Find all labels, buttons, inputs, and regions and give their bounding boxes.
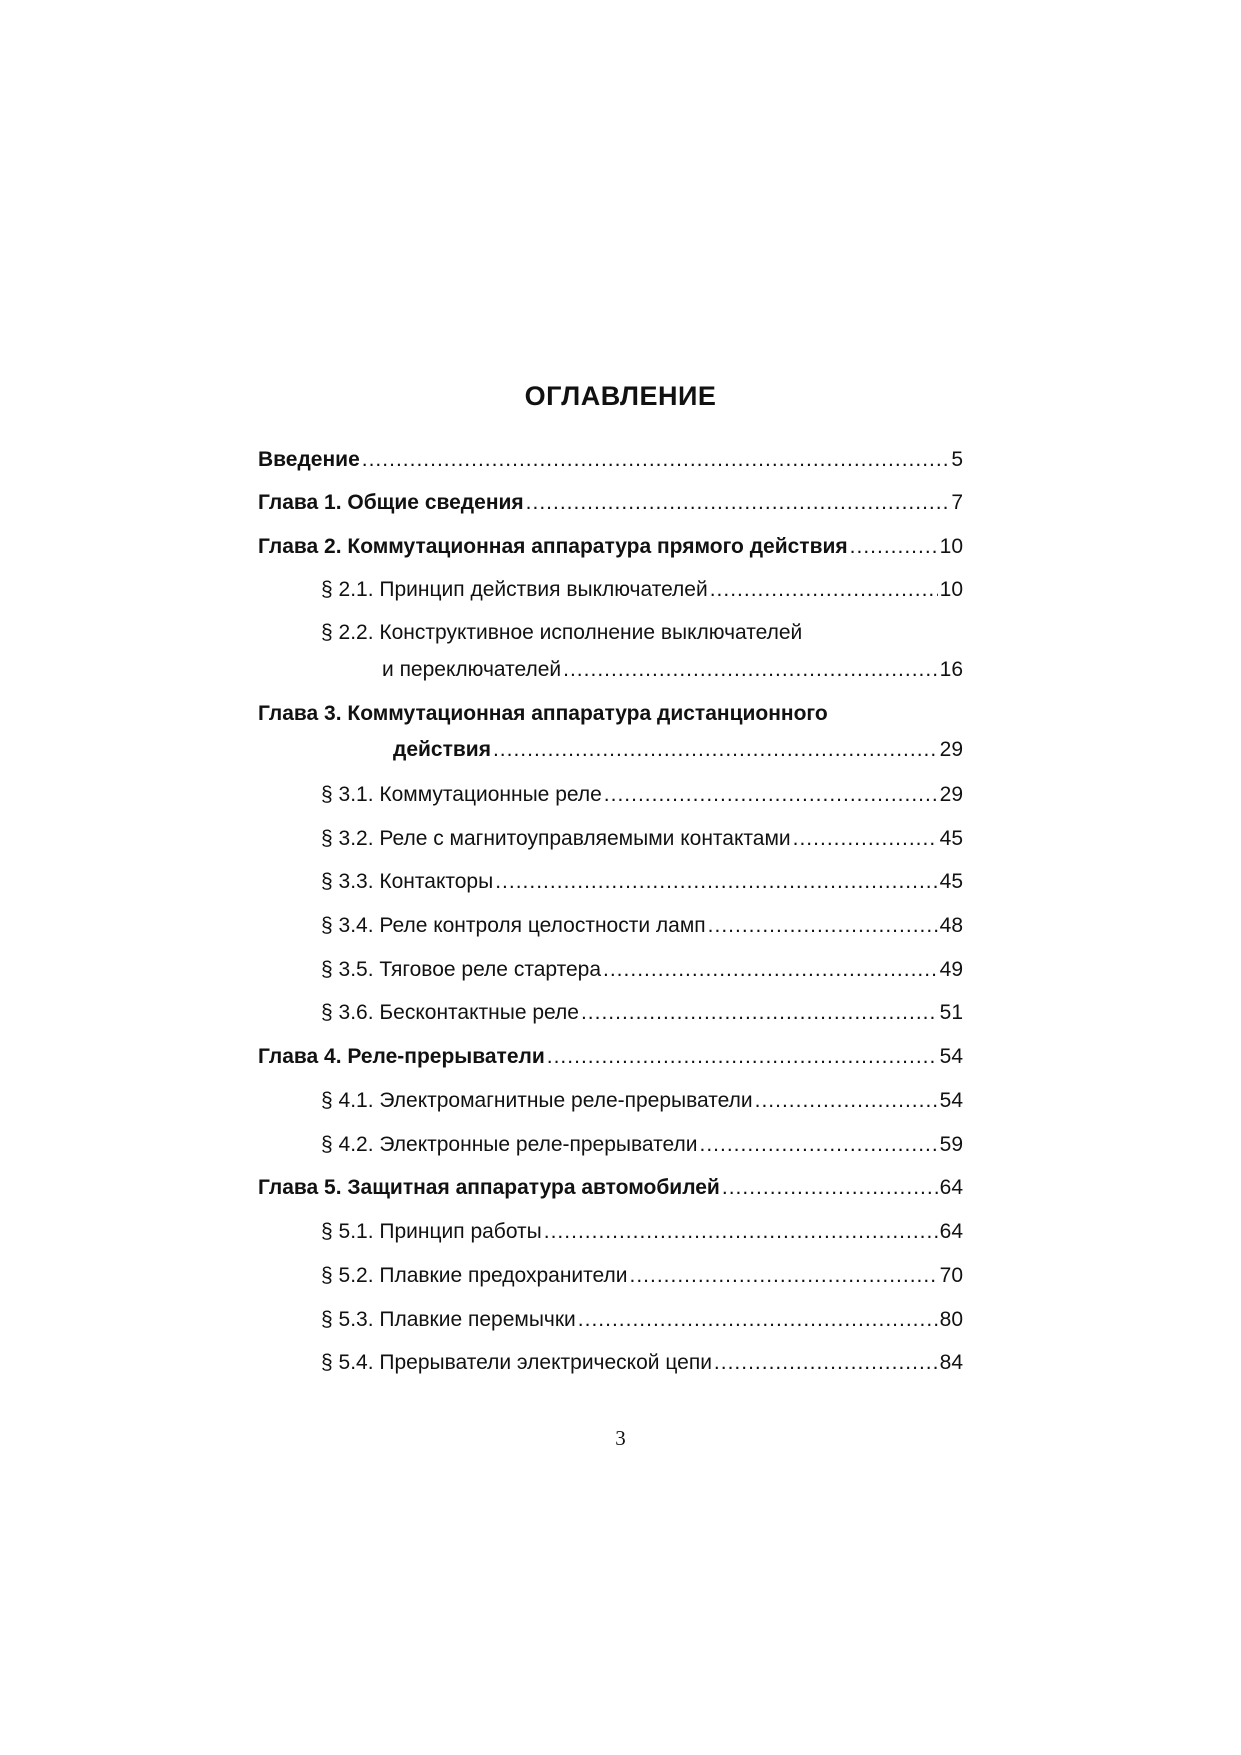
toc-entry-chapter-4[interactable] <box>258 1042 963 1072</box>
toc-entry-page: 49 <box>939 958 963 981</box>
toc-entry-page: 29 <box>939 738 963 761</box>
page-title: ОГЛАВЛЕНИЕ <box>524 381 717 411</box>
toc-entry-section-3-4[interactable] <box>321 911 963 941</box>
toc-entry-label: § 3.6. Бесконтактные реле <box>321 1001 579 1024</box>
toc-entry-page: 5 <box>951 448 963 471</box>
toc-entry-section-2-1[interactable] <box>321 575 963 605</box>
toc-entry-label: и переключателей <box>382 658 562 681</box>
toc-entry-label: действия <box>393 738 491 761</box>
dot-leader <box>793 824 938 854</box>
toc-entry-page: 29 <box>939 783 963 806</box>
toc-entry-page: 48 <box>939 914 963 937</box>
dot-leader <box>563 655 938 685</box>
toc-entry-section-2-2-line1[interactable]: § 2.2. Конструктивное исполнение выключателей <box>321 621 803 644</box>
toc-entry-label: § 5.2. Плавкие предохранители <box>321 1264 628 1287</box>
toc-entry-label: Глава 4. Реле-прерыватели <box>258 1045 545 1068</box>
toc-entry-page: 80 <box>939 1308 963 1331</box>
dot-leader <box>699 1130 937 1160</box>
toc-entry-chapter-5[interactable] <box>258 1173 963 1203</box>
dot-leader <box>604 780 938 810</box>
dot-leader <box>544 1217 938 1247</box>
toc-entry-label: § 3.3. Контакторы <box>321 870 494 893</box>
toc-entry-page: 54 <box>939 1089 963 1112</box>
toc-entry-label: § 5.1. Принцип работы <box>321 1220 542 1243</box>
toc-entry-section-3-1[interactable] <box>321 780 963 810</box>
toc-entry-page: 45 <box>939 870 963 893</box>
dot-leader <box>526 488 950 518</box>
dot-leader <box>708 911 938 941</box>
toc-entry-chapter-2[interactable] <box>258 532 963 562</box>
page-number: 3 <box>615 1426 626 1450</box>
toc-entry-label: § 4.1. Электромагнитные реле-прерыватели <box>321 1089 753 1112</box>
toc-entry-label: § 5.4. Прерыватели электрической цепи <box>321 1351 712 1374</box>
toc-entry-page: 10 <box>939 578 963 601</box>
dot-leader <box>581 998 938 1028</box>
toc-entry-page: 54 <box>939 1045 963 1068</box>
dot-leader <box>722 1173 938 1203</box>
toc-entry-section-4-1[interactable] <box>321 1086 963 1116</box>
dot-leader <box>850 532 938 562</box>
toc-entry-section-3-5[interactable] <box>321 955 963 985</box>
toc-entry-page: 84 <box>939 1351 963 1374</box>
toc-entry-label: § 4.2. Электронные реле-прерыватели <box>321 1133 698 1156</box>
toc-entry-label: § 2.1. Принцип действия выключателей <box>321 578 708 601</box>
dot-leader <box>547 1042 938 1072</box>
toc-entry-page: 10 <box>939 535 963 558</box>
toc-entry-page: 70 <box>939 1264 963 1287</box>
toc-entry-label: Глава 1. Общие сведения <box>258 491 524 514</box>
toc-entry-chapter-3[interactable] <box>393 735 963 765</box>
dot-leader <box>493 735 938 765</box>
toc-entry-introduction[interactable] <box>258 445 963 475</box>
toc-entry-label: § 3.1. Коммутационные реле <box>321 783 602 806</box>
toc-entry-section-5-4[interactable] <box>321 1348 963 1378</box>
dot-leader <box>362 445 950 475</box>
toc-entry-page: 59 <box>939 1133 963 1156</box>
toc-entry-label: § 3.5. Тяговое реле стартера <box>321 958 602 981</box>
toc-entry-label: § 3.4. Реле контроля целостности ламп <box>321 914 706 937</box>
dot-leader <box>603 955 938 985</box>
toc-entry-page: 51 <box>939 1001 963 1024</box>
dot-leader <box>714 1348 938 1378</box>
toc-entry-chapter-1[interactable] <box>258 488 963 518</box>
dot-leader <box>495 867 937 897</box>
dot-leader <box>755 1086 938 1116</box>
toc-entry-label: Глава 2. Коммутационная аппаратура прямого действия <box>258 535 848 558</box>
dot-leader <box>578 1305 938 1335</box>
toc-entry-section-5-1[interactable] <box>321 1217 963 1247</box>
toc-entry-section-5-2[interactable] <box>321 1261 963 1291</box>
toc-entry-page: 7 <box>951 491 963 514</box>
toc-entry-chapter-3-line1[interactable]: Глава 3. Коммутационная аппаратура дистанционного <box>258 702 828 725</box>
toc-entry-label: Глава 5. Защитная аппаратура автомобилей <box>258 1176 720 1199</box>
dot-leader <box>630 1261 938 1291</box>
toc-entry-section-3-2[interactable] <box>321 824 963 854</box>
toc-entry-label: § 5.3. Плавкие перемычки <box>321 1308 576 1331</box>
toc-entry-section-3-6[interactable] <box>321 998 963 1028</box>
toc-entry-section-3-3[interactable] <box>321 867 963 897</box>
toc-entry-label: § 3.2. Реле с магнитоуправляемыми контактами <box>321 827 791 850</box>
toc-entry-page: 16 <box>939 658 963 681</box>
toc-entry-label: Введение <box>258 448 360 471</box>
toc-entry-section-2-2[interactable] <box>382 655 963 685</box>
toc-entry-section-4-2[interactable] <box>321 1130 963 1160</box>
toc-entry-page: 45 <box>939 827 963 850</box>
toc-entry-page: 64 <box>939 1176 963 1199</box>
toc-entry-page: 64 <box>939 1220 963 1243</box>
toc-entry-section-5-3[interactable] <box>321 1305 963 1335</box>
dot-leader <box>710 575 938 605</box>
